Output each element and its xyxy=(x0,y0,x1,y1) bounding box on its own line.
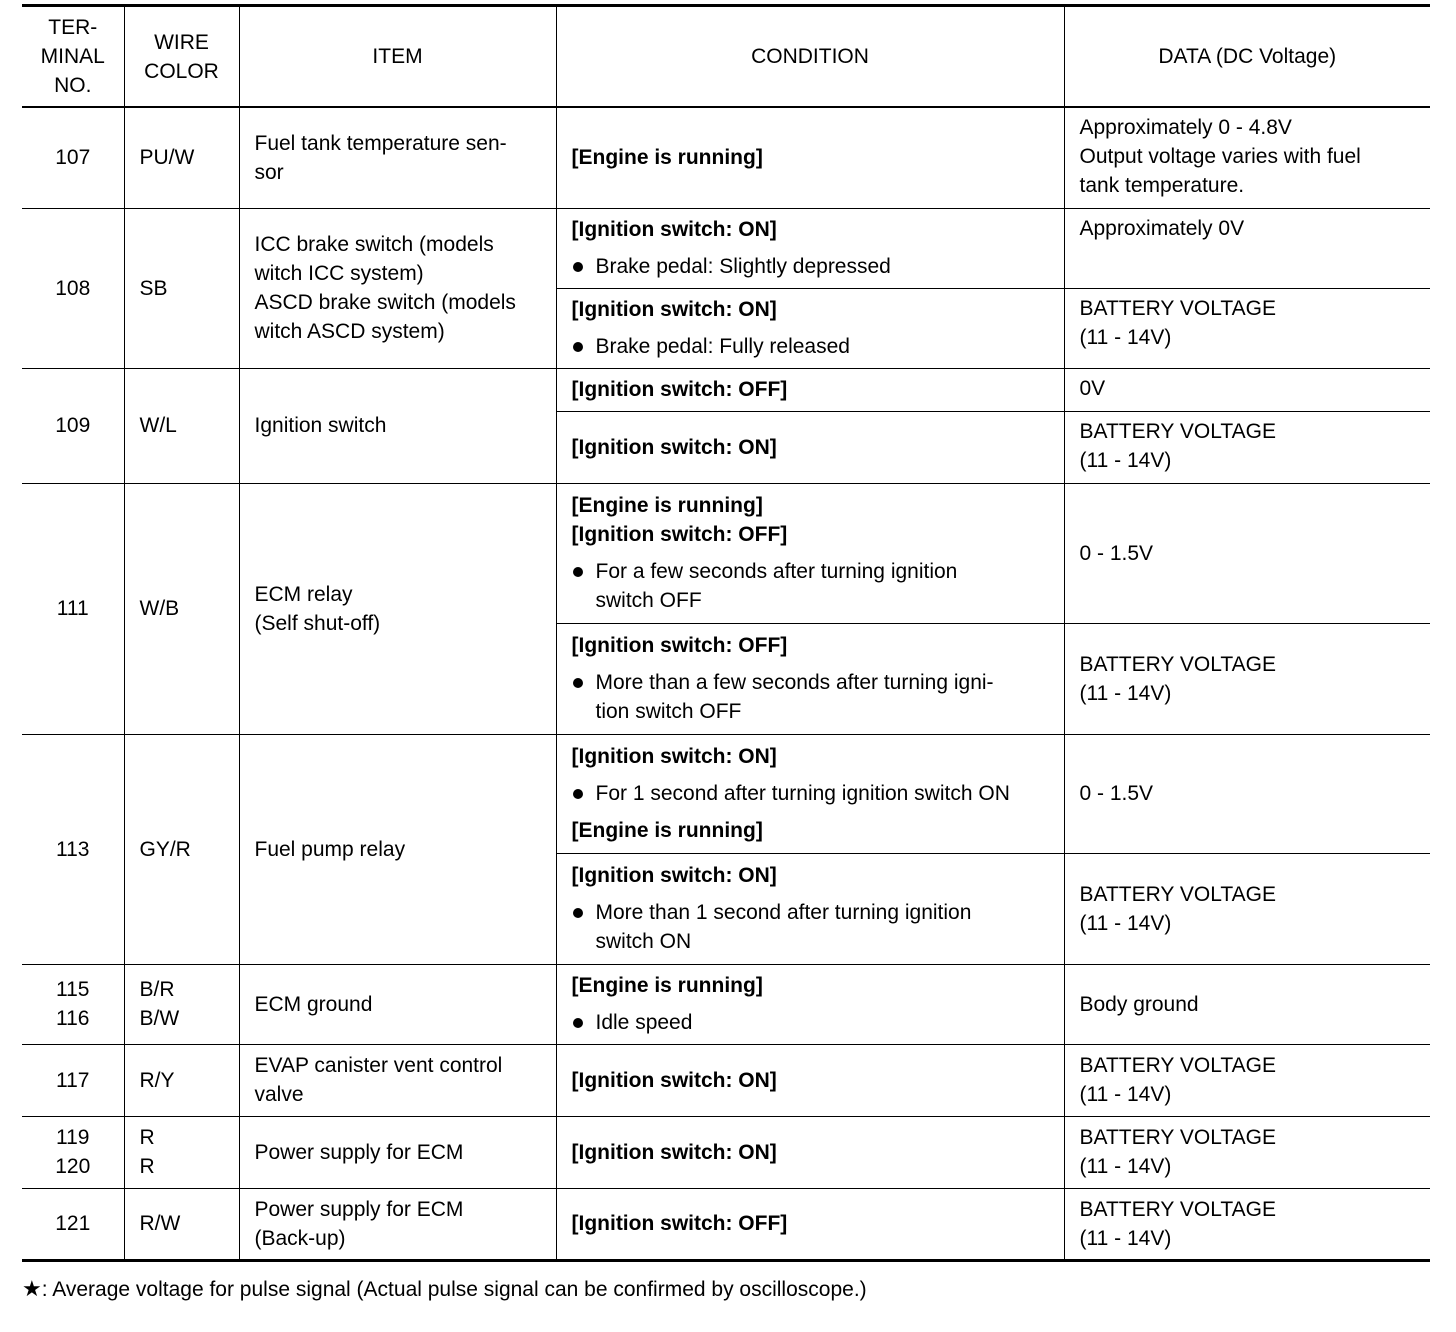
data-cell xyxy=(1064,107,1430,208)
data-line: 0V xyxy=(1079,376,1106,400)
data-line: (11 - 14V) xyxy=(1079,448,1172,472)
data-line: 0 - 1.5V xyxy=(1079,541,1154,565)
condition-heading: [Ignition switch: ON] xyxy=(571,1068,777,1092)
header-condition: CONDITION xyxy=(556,6,1064,108)
data-line: (11 - 14V) xyxy=(1079,1155,1172,1178)
condition-heading: [Ignition switch: ON] xyxy=(571,435,777,459)
wire-line: B/W xyxy=(139,1007,180,1030)
data-line: Approximately 0 - 4.8V xyxy=(1079,116,1292,139)
header-terminal-line: MINAL xyxy=(40,45,105,68)
footnote-text: : Average voltage for pulse signal (Actual pulse signal can be confirmed by oscilloscope.) xyxy=(41,1278,867,1301)
condition-cell xyxy=(556,1044,1064,1116)
header-terminal-no xyxy=(22,6,124,108)
table-row xyxy=(22,964,1430,1044)
data-cell xyxy=(1064,411,1430,483)
table-row xyxy=(22,1188,1430,1260)
condition-cell xyxy=(556,208,1064,288)
condition-bullet xyxy=(572,557,1060,615)
condition-bullet xyxy=(572,668,1060,726)
wire-color xyxy=(124,1116,239,1188)
condition-cell xyxy=(556,623,1064,734)
condition-bullet: Brake pedal: Slightly depressed xyxy=(572,252,1060,281)
condition-heading: [Ignition switch: OFF] xyxy=(571,378,788,401)
data-line: Output voltage varies with fuel xyxy=(1079,145,1361,168)
bullet-line: switch OFF xyxy=(595,589,702,612)
data-line: (11 - 14V) xyxy=(1079,325,1172,349)
data-cell xyxy=(1064,288,1430,368)
terminal-no: 107 xyxy=(22,107,124,208)
condition-heading: [Ignition switch: ON] xyxy=(571,298,777,321)
terminal-no: 113 xyxy=(22,734,124,964)
item-line: ECM relay xyxy=(254,582,353,606)
terminal-no: 117 xyxy=(22,1044,124,1116)
header-wire-line: COLOR xyxy=(144,59,219,83)
condition-heading: [Engine is running] xyxy=(571,819,763,842)
terminal-line: 120 xyxy=(55,1155,91,1178)
data-line: tank temperature. xyxy=(1079,174,1245,197)
data-line: BATTERY VOLTAGE xyxy=(1079,419,1276,443)
bullet-line: switch ON xyxy=(595,930,692,953)
terminal-no: 121 xyxy=(22,1188,124,1260)
data-cell xyxy=(1064,964,1430,1044)
condition-cell xyxy=(556,1116,1064,1188)
condition-bullet: Brake pedal: Fully released xyxy=(572,332,1060,361)
star-icon: ★ xyxy=(22,1276,42,1301)
item-cell: Ignition switch xyxy=(239,368,556,483)
terminal-no: 108 xyxy=(22,208,124,368)
terminal-line: 119 xyxy=(56,1126,90,1149)
item-cell xyxy=(239,208,556,368)
footnote xyxy=(22,1274,867,1304)
wire-line: R xyxy=(139,1126,155,1149)
table-row xyxy=(22,734,1430,853)
header-terminal-line: TER- xyxy=(48,16,98,39)
data-line: BATTERY VOLTAGE xyxy=(1079,1197,1276,1221)
terminal-line: 116 xyxy=(56,1007,90,1030)
condition-heading: [Engine is running] xyxy=(571,974,763,997)
header-terminal-line: NO. xyxy=(54,74,92,97)
wire-color: R/W xyxy=(124,1188,239,1260)
ecm-terminal-table xyxy=(22,4,1430,1262)
item-cell: Fuel pump relay xyxy=(239,734,556,964)
condition-bullet: For 1 second after turning ignition switch ON xyxy=(572,779,1060,808)
data-cell xyxy=(1064,368,1430,411)
table-row xyxy=(22,368,1430,411)
wire-color: W/L xyxy=(124,368,239,483)
data-line: Body ground xyxy=(1079,992,1199,1016)
condition-heading: [Ignition switch: ON] xyxy=(571,218,777,241)
condition-cell xyxy=(556,1188,1064,1260)
bullet-line: More than 1 second after turning ignition xyxy=(595,901,972,924)
condition-heading: [Engine is running] xyxy=(571,146,763,170)
header-data: DATA (DC Voltage) xyxy=(1064,6,1430,108)
data-cell xyxy=(1064,623,1430,734)
item-line: (Back-up) xyxy=(254,1226,346,1250)
bullet-line: More than a few seconds after turning igni- xyxy=(595,671,994,694)
data-line: BATTERY VOLTAGE xyxy=(1079,1126,1276,1149)
terminal-line: 115 xyxy=(56,978,90,1001)
bullet-line: tion switch OFF xyxy=(595,700,742,723)
item-line: witch ASCD system) xyxy=(254,320,445,343)
data-cell xyxy=(1064,1188,1430,1260)
item-line: (Self shut-off) xyxy=(254,611,381,635)
data-line: Approximately 0V xyxy=(1079,216,1245,240)
wire-color: PU/W xyxy=(124,107,239,208)
data-cell xyxy=(1064,734,1430,853)
terminal-no xyxy=(22,1116,124,1188)
table-row xyxy=(22,483,1430,623)
wire-color: W/B xyxy=(124,483,239,734)
data-line: (11 - 14V) xyxy=(1079,681,1172,705)
table-header-row xyxy=(22,6,1430,108)
condition-heading: [Ignition switch: ON] xyxy=(571,864,777,887)
condition-heading: [Ignition switch: OFF] xyxy=(571,523,788,546)
data-line: BATTERY VOLTAGE xyxy=(1079,882,1276,906)
table-row xyxy=(22,107,1430,208)
wire-color: SB xyxy=(124,208,239,368)
ecm-terminal-table-container xyxy=(22,4,1430,1262)
item-line: witch ICC system) xyxy=(254,262,424,285)
condition-bullet xyxy=(572,898,1060,956)
data-line: (11 - 14V) xyxy=(1079,1226,1172,1250)
header-wire-line: WIRE xyxy=(154,30,209,54)
item-line: ICC brake switch (models xyxy=(254,233,494,256)
item-cell: ECM ground xyxy=(239,964,556,1044)
item-cell: Power supply for ECM xyxy=(239,1116,556,1188)
wire-color: GY/R xyxy=(124,734,239,964)
bullet-line: For a few seconds after turning ignition xyxy=(595,560,958,583)
data-line: 0 - 1.5V xyxy=(1079,782,1154,805)
data-line: BATTERY VOLTAGE xyxy=(1079,296,1276,320)
condition-cell xyxy=(556,483,1064,623)
data-cell xyxy=(1064,483,1430,623)
item-line: ASCD brake switch (models xyxy=(254,291,516,314)
condition-cell xyxy=(556,288,1064,368)
condition-cell xyxy=(556,964,1064,1044)
data-cell xyxy=(1064,208,1430,288)
item-line: valve xyxy=(254,1083,304,1106)
condition-heading: [Ignition switch: OFF] xyxy=(571,1212,788,1235)
data-line: (11 - 14V) xyxy=(1079,911,1172,935)
terminal-no xyxy=(22,964,124,1044)
item-cell xyxy=(239,107,556,208)
condition-cell xyxy=(556,853,1064,964)
condition-cell xyxy=(556,107,1064,208)
condition-bullet: Idle speed xyxy=(572,1008,1060,1037)
wire-color xyxy=(124,964,239,1044)
item-line: sor xyxy=(254,160,284,184)
data-cell xyxy=(1064,853,1430,964)
item-line: Fuel tank temperature sen- xyxy=(254,131,507,155)
data-line: (11 - 14V) xyxy=(1079,1083,1172,1106)
wire-line: R xyxy=(139,1155,155,1178)
condition-heading: [Ignition switch: ON] xyxy=(571,745,777,768)
condition-heading: [Engine is running] xyxy=(571,494,763,517)
wire-color: R/Y xyxy=(124,1044,239,1116)
condition-heading: [Ignition switch: OFF] xyxy=(571,634,788,657)
condition-cell xyxy=(556,734,1064,853)
data-line: BATTERY VOLTAGE xyxy=(1079,652,1276,676)
terminal-no: 111 xyxy=(22,483,124,734)
data-line: BATTERY VOLTAGE xyxy=(1079,1054,1276,1077)
condition-cell xyxy=(556,411,1064,483)
header-wire-color xyxy=(124,6,239,108)
wire-line: B/R xyxy=(139,978,175,1001)
table-row xyxy=(22,1044,1430,1116)
item-cell xyxy=(239,1188,556,1260)
data-cell xyxy=(1064,1116,1430,1188)
item-cell xyxy=(239,483,556,734)
condition-heading: [Ignition switch: ON] xyxy=(571,1140,777,1164)
data-cell xyxy=(1064,1044,1430,1116)
terminal-no: 109 xyxy=(22,368,124,483)
item-line: EVAP canister vent control xyxy=(254,1054,503,1077)
header-item: ITEM xyxy=(239,6,556,108)
item-line: Power supply for ECM xyxy=(254,1197,464,1221)
table-row xyxy=(22,208,1430,288)
condition-cell xyxy=(556,368,1064,411)
item-cell xyxy=(239,1044,556,1116)
table-row xyxy=(22,1116,1430,1188)
